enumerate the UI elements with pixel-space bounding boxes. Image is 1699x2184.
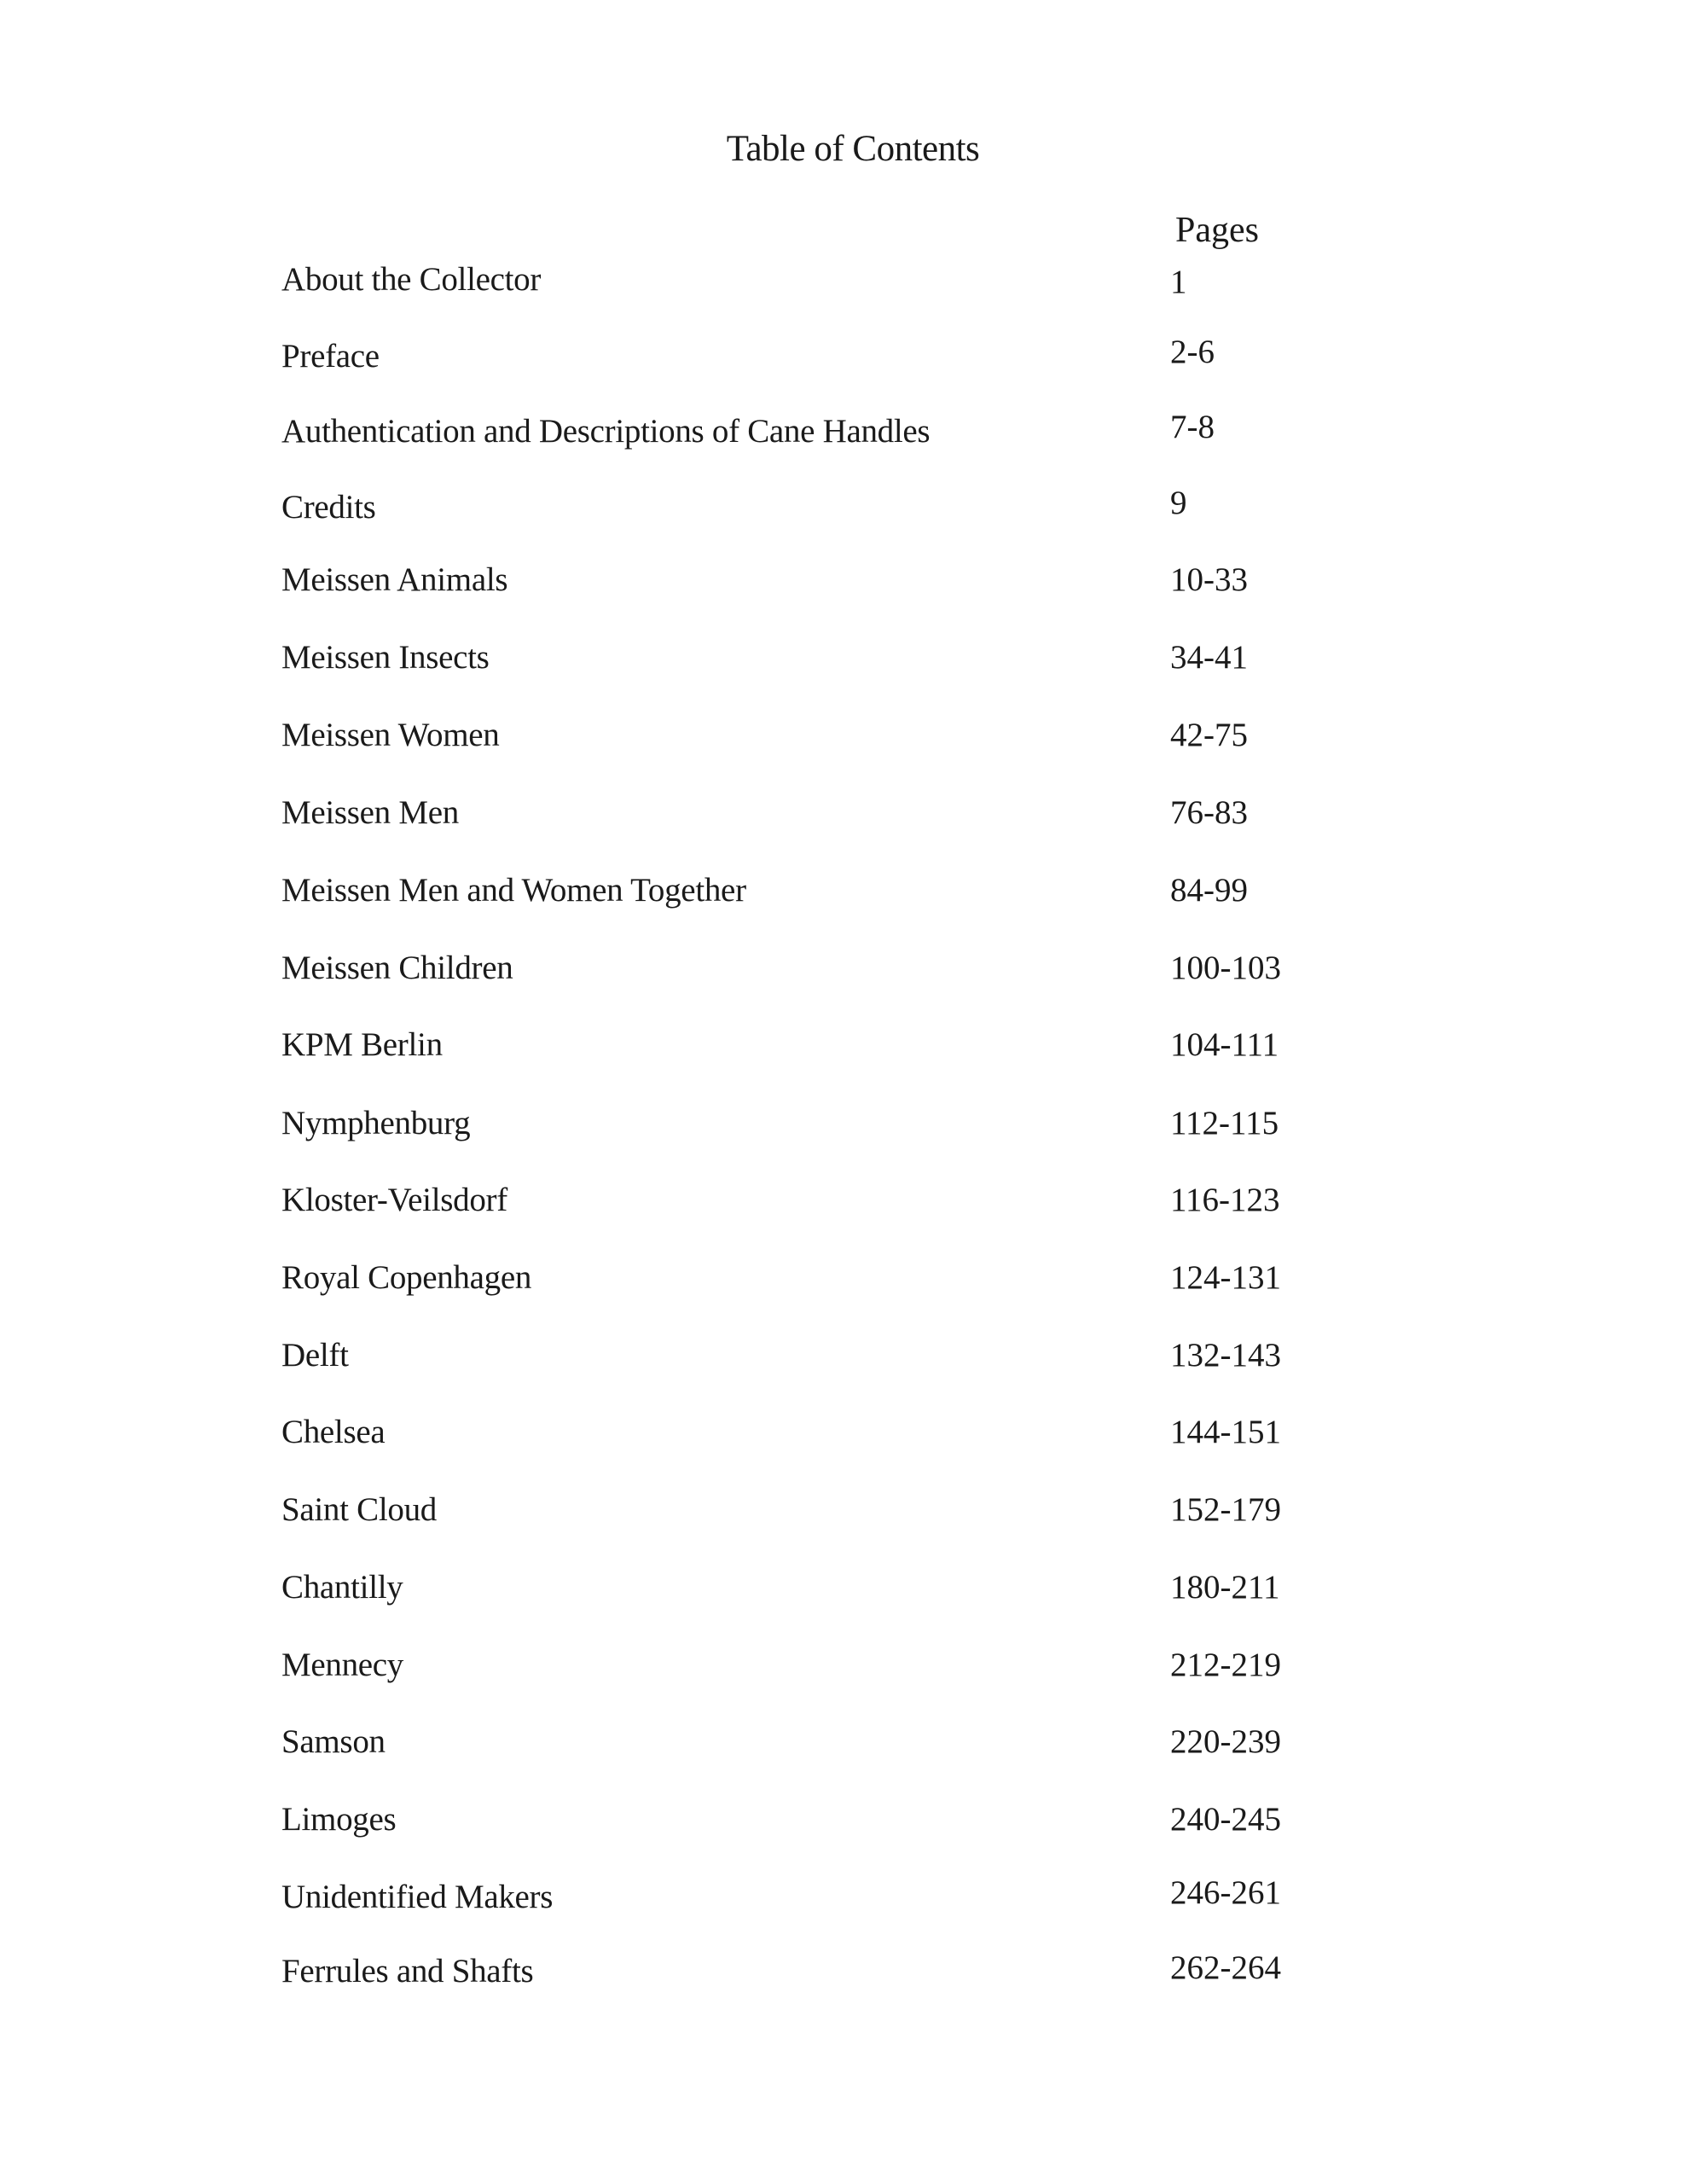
- toc-entry-pages: 180-211: [1170, 1569, 1280, 1606]
- toc-entry-title: Meissen Men: [281, 794, 459, 831]
- toc-entry-title: Meissen Women: [281, 717, 500, 753]
- toc-entry-pages: 10-33: [1170, 561, 1248, 598]
- page-title: Table of Contents: [726, 129, 980, 169]
- toc-entry-title: Meissen Animals: [281, 561, 508, 598]
- toc-entry-title: Mennecy: [281, 1647, 404, 1683]
- toc-entry-pages: 9: [1170, 485, 1187, 521]
- toc-entry-title: Chelsea: [281, 1414, 386, 1450]
- toc-entry-title: Credits: [281, 489, 376, 526]
- toc-entry-title: Chantilly: [281, 1569, 403, 1606]
- pages-column-header: Pages: [1175, 211, 1259, 250]
- toc-entry-pages: 104-111: [1170, 1026, 1279, 1063]
- toc-entry-pages: 76-83: [1170, 794, 1248, 831]
- toc-entry-title: Nymphenburg: [281, 1105, 471, 1141]
- toc-entry-pages: 144-151: [1170, 1414, 1281, 1450]
- toc-entry-pages: 262-264: [1170, 1949, 1281, 1986]
- toc-entry-title: Kloster-Veilsdorf: [281, 1182, 507, 1218]
- toc-entry-title: Delft: [281, 1337, 349, 1374]
- toc-entry-title: Meissen Children: [281, 950, 513, 986]
- toc-entry-pages: 42-75: [1170, 717, 1248, 753]
- toc-entry-title: Saint Cloud: [281, 1491, 437, 1528]
- toc-entry-title: KPM Berlin: [281, 1026, 443, 1063]
- toc-entry-title: Ferrules and Shafts: [281, 1953, 534, 1989]
- toc-entry-title: Royal Copenhagen: [281, 1259, 532, 1296]
- toc-entry-pages: 246-261: [1170, 1874, 1281, 1911]
- toc-entry-pages: 124-131: [1170, 1259, 1281, 1296]
- toc-entry-title: Authentication and Descriptions of Cane Handles: [281, 413, 931, 450]
- toc-entry-title: About the Collector: [281, 261, 542, 298]
- toc-entry-pages: 212-219: [1170, 1647, 1281, 1683]
- toc-entry-pages: 2-6: [1170, 334, 1215, 370]
- toc-entry-pages: 112-115: [1170, 1105, 1279, 1141]
- toc-entry-title: Meissen Men and Women Together: [281, 872, 746, 909]
- toc-entry-pages: 34-41: [1170, 639, 1248, 676]
- toc-entry-pages: 100-103: [1170, 950, 1281, 986]
- toc-entry-pages: 152-179: [1170, 1491, 1281, 1528]
- toc-entry-pages: 7-8: [1170, 409, 1215, 445]
- toc-entry-title: Unidentified Makers: [281, 1879, 554, 1915]
- toc-entry-pages: 1: [1170, 264, 1187, 300]
- toc-entry-pages: 116-123: [1170, 1182, 1280, 1218]
- toc-entry-pages: 220-239: [1170, 1723, 1281, 1760]
- toc-entry-pages: 240-245: [1170, 1801, 1281, 1838]
- toc-entry-title: Meissen Insects: [281, 639, 490, 676]
- toc-entry-pages: 84-99: [1170, 872, 1248, 909]
- toc-entry-title: Preface: [281, 338, 380, 375]
- toc-entry-title: Limoges: [281, 1801, 397, 1838]
- toc-entry-title: Samson: [281, 1723, 386, 1760]
- toc-entry-pages: 132-143: [1170, 1337, 1281, 1374]
